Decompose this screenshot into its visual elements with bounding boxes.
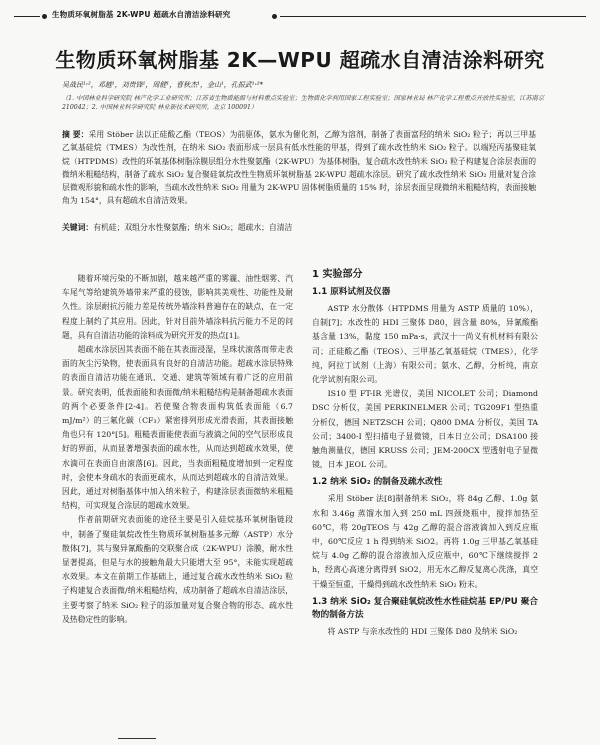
keywords-text: 有机硅；双组分水性聚氨酯；纳米 SiO₂；超疏水；自清洁 bbox=[93, 223, 293, 232]
left-column bbox=[62, 272, 293, 627]
footnote-rule bbox=[118, 738, 156, 739]
right-column bbox=[312, 268, 538, 639]
running-header bbox=[14, 9, 586, 23]
materials-paragraph: ASTP 水分散体（HTPDMS 用量为 ASTP 质量的 10%），自制[7]；水改性的 HDI 三聚体 D80，固含量 80%，异氰酸酯基含量 13%，黏度 150 mPa·s，武汉十一尚义有机材料有限公司；正硅酸乙酯（TEOS）、三甲基乙氧基硅烷（TMES），化学纯，阿拉丁试剂（上海）有限公司；氨水、乙醇，分析纯，南京化学试剂有限公司。 bbox=[312, 304, 538, 385]
header-dot-left bbox=[42, 14, 47, 19]
abstract-label: 摘 要： bbox=[62, 130, 89, 139]
running-title: 生物质环氧树脂基 2K-WPU 超疏水自清洁涂料研究 bbox=[52, 10, 231, 19]
header-dot-right bbox=[272, 14, 277, 19]
silica-prep-paragraph: 采用 Stöber 法[8]制备纳米 SiO₂，将 84g 乙醇、1.0g 氨水和 3.46g 蒸馏水加入到 250 mL 四颈烧瓶中，搅拌加热至 60℃，将 20gTEOS 与 42g 乙醇的混合溶液滴加入到反应瓶中，60℃反应 1 h 得到纳米 SiO2。再将 1.0g 三甲基乙氧基硅烷与 4.0g 乙醇的混合溶液加入反应瓶中，60℃下继续搅拌 2 h，经离心高速分离得到 SiO2，用无水乙醇反复离心洗涤，真空干燥至恒重，干燥得到疏水改性纳米 SiO₂ 粉末。 bbox=[312, 494, 538, 589]
affiliations: （1. 中国林业科学研究院 林产化学工业研究所；江苏省生物质能源与材料重点实验室；生物质化学利用国家工程实验室；国家林业局 林产化学工程重点开放性实验室，江苏南京 210042；2. 中国林业科学研究院 林业新技术研究所，北京 100091） bbox=[62, 95, 545, 111]
abstract bbox=[62, 128, 536, 208]
authors: 吴战民¹˒²，邓越¹，刘贵锋¹，周健¹，曹秋杰¹，金山¹，孔振武¹˒²* bbox=[62, 81, 264, 89]
section-1-heading: 1 实验部分 bbox=[312, 269, 363, 280]
instruments-paragraph: IS10 型 FT-IR 光谱仪，美国 NICOLET 公司；Diamond DSC 分析仪，美国 PERKINELMER 公司；TG209F1 型热重分析仪，德国 NETZSCH 公司；Q800 DMA 分析仪，美国 TA 公司；3400-I 型扫描电子显微镜，日本日立公司；DSA100 接触角测量仪，德国 KRUSS 公司；JEM-200CX 型透射电子显微镜，日本 JEOL 公司。 bbox=[312, 389, 538, 470]
section-1-2-heading: 1.2 纳米 SiO₂ 的制备及疏水改性 bbox=[312, 477, 443, 488]
intro-paragraph-2: 超疏水涂层因其表面不能在其表面浸湿，呈珠状滚落而带走表面的灰尘污染物，使表面具有良好的自清洁功能。超疏水涂层特殊的表面自清洁功能在通讯、交通、建筑等领域有着广泛的应用前景。研究表明，低表面能和表面微/纳米粗糙结构是制备超疏水表面的两个必要条件[2-4]。若使聚合物表面构筑低表面能（6.7 mJ/m²）的三氟化碳（CF₃）紧密排列形成光滑表面，其表面接触角也只有 120°[5]。粗糙表面能使表面与液滴之间的空气层形成良好的界面，从而显著增强表面的疏水性，从而达到超疏水效果，使水滴可在表面自由滚落[6]。因此，当表面粗糙度增加到一定程度时，会使本身疏水的表面更疏水，从而达到超疏水的自清洁效果。因此，通过对树脂基体中加入纳米粒子，构建涂层表面微纳米粗糙结构，可实现复合涂层的超疏水效果。 bbox=[62, 345, 293, 511]
keywords bbox=[62, 222, 536, 234]
section-1-3-heading: 1.3 纳米 SiO₂ 复合聚硅氧烷改性水性硅烷基 EP/PU 聚合物的制备方法 bbox=[312, 596, 538, 620]
header-rule-left bbox=[14, 16, 40, 17]
section-1-1-heading: 1.1 原料试剂及仪器 bbox=[312, 287, 391, 297]
intro-paragraph-3: 作者前期研究表面能的途径主要是引入硅烷基环氧树脂链段中，制备了聚硅氧烷改性生物质环氧树脂基多元醇（ASTP）水分散体[7]，其与聚异氰酸酯的交联聚合成（2K-WPU）涂膜，耐水性显著提高，但是与水的接触角最大只能增大至 95°，未能实现超疏水效果。本文在前期工作基础上，通过复合疏水改性纳米 SiO₂ 粒子构建复合表面微/纳米粗糙结构，成功制备了超疏水自清洁涂层，主要考察了纳米 SiO₂ 粒子的添加量对复合聚合物的形态、疏水性及热稳定性的影响。 bbox=[62, 515, 293, 624]
intro-paragraph-1: 随着环境污染的不断加剧，越来越严重的雾霾、油性烟雾、汽车尾气等给建筑外墙带来严重的侵蚀，影响其美观性、功能性及耐久性。涂层耐抗污能力差是传统外墙涂料普遍存在的缺点，在一定程度上制约了其应用。因此，针对目前外墙涂料抗污能力不足的问题，具有自清洁功能的涂料成为研究开发的热点[1]。 bbox=[62, 274, 293, 340]
keywords-label: 关键词： bbox=[62, 223, 94, 232]
composite-prep-paragraph: 将 ASTP 与亲水改性的 HDI 三聚体 D80 及纳米 SiO₂ bbox=[327, 626, 518, 636]
header-rule-right bbox=[280, 16, 586, 17]
abstract-text: 采用 Stöber 法以正硅酸乙酯（TEOS）为前驱体，氨水为催化剂，乙醇为溶剂，制备了表面富羟的纳米 SiO₂ 粒子；再以三甲基乙氧基硅烷（TMES）为改性剂，在纳米 SiO₂ 表面形成一层具有低水性能的甲基，得到了疏水改性纳米 SiO₂ 粒子。以端羟丙基聚硅氧烷（HTPDMS）改性的环氧基体树脂涂膜层组分水性聚氨酯（2K-WPU）为基体树脂，复合疏水改性纳米 SiO₂ 粒子构建复合涂层表面的微纳米粗糙结构，制备了疏水 SiO₂ 复合聚硅氧烷改性生物质环氧树脂基 2K-WPU 超疏水涂层。研究了疏水改性纳米 SiO₂ 用量对复合涂层微观形貌和疏水性的影响，当疏水改性纳米 SiO₂ 用量为 2K-WPU 固体树脂质量的 15% 时，涂层表面呈现微纳米粗糙结构，表面接触角为 154°，具有超疏水自清洁效果。 bbox=[62, 130, 537, 206]
paper-title: 生物质环氧树脂基 2K—WPU 超疏水自清洁涂料研究 bbox=[55, 48, 545, 72]
